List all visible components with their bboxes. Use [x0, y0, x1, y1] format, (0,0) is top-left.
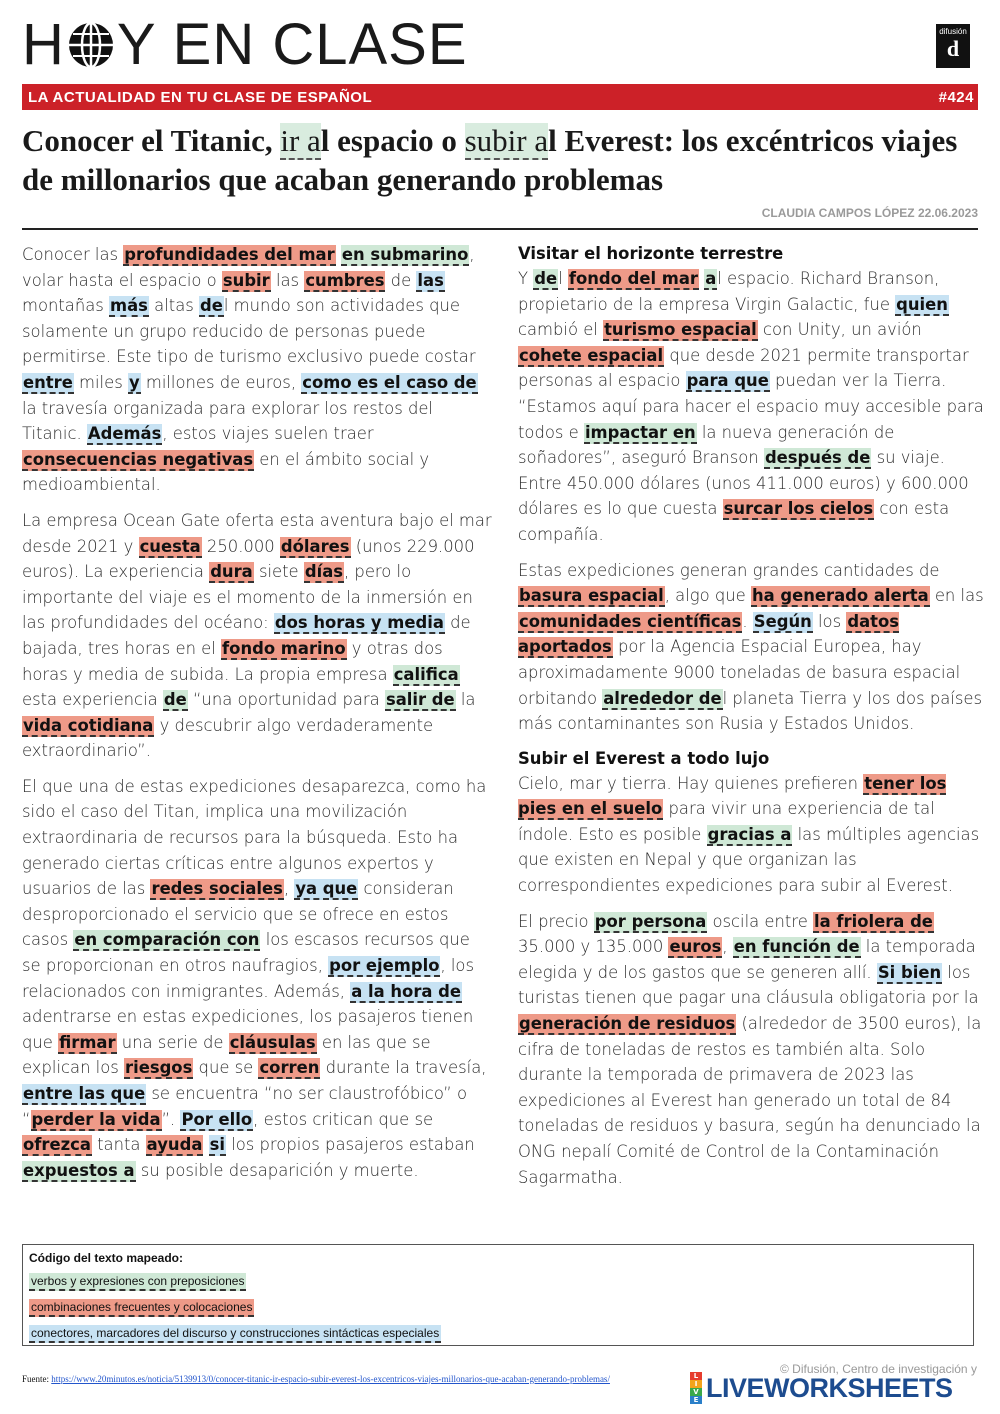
highlighted-phrase: después de	[764, 448, 871, 468]
masthead-h: H	[22, 12, 65, 77]
text-run: se encuentra “no ser claustrofóbico” o “	[22, 1084, 467, 1129]
text-run: con esta compañía.	[518, 499, 950, 544]
text-run: siete	[253, 562, 304, 582]
highlighted-phrase: euros	[669, 937, 722, 957]
highlighted-phrase: profundidades del mar	[124, 245, 335, 264]
text-run: El que una de estas expediciones desaparezca, como ha sido el caso del Titan, implica una movilización extraordinaria de recursos para la búsqueda. Esto ha generado ciertas críticas entre algunos expertos y usuarios de las	[22, 776, 487, 899]
highlighted-phrase: en función de	[733, 937, 860, 957]
text-run: su posible desaparición y muerte.	[135, 1160, 419, 1180]
highlighted-phrase: cohete espacial	[519, 345, 664, 365]
highlighted-phrase: firmar	[59, 1032, 116, 1052]
highlighted-phrase: fondo del mar	[568, 269, 699, 288]
highlighted-phrase: perder la vida	[31, 1109, 161, 1129]
text-run: , pero lo importante del viaje es el momento de la inmersión en las profundidades del océano:	[22, 562, 473, 633]
highlighted-phrase: quien	[896, 294, 948, 314]
highlighted-phrase: entre las que	[23, 1084, 146, 1103]
highlighted-phrase: ya que	[295, 879, 358, 899]
highlighted-phrase: para que	[686, 371, 769, 391]
text-run: consideran desproporcionado el servicio que se ofrece en estos casos	[22, 879, 454, 950]
highlighted-phrase: de	[199, 296, 223, 316]
legend-green: verbos y expresiones con preposiciones	[29, 1273, 246, 1291]
lw-wordmark: LIVEWORKSHEETS	[706, 1372, 953, 1403]
highlighted-phrase: Además	[87, 424, 162, 444]
text-run: l espacio. Richard Branson, propietario de la empresa Virgin Galactic, fue	[518, 269, 940, 314]
highlighted-phrase: consecuencias negativas	[23, 449, 254, 469]
text-run: esta experiencia	[22, 690, 163, 710]
highlighted-phrase: como es el caso de	[302, 372, 477, 392]
paragraph	[518, 266, 988, 548]
highlighted-phrase: tener los pies en el suelo	[518, 773, 947, 819]
text-run: en el ámbito social y medioambiental.	[22, 449, 430, 495]
text-run: para vivir una experiencia de tal índole. Esto es posible	[518, 799, 935, 844]
highlighted-phrase: en submarino	[341, 245, 469, 264]
paragraph	[22, 242, 492, 498]
legend-blue: conectores, marcadores del discurso y construcciones sintácticas especiales	[29, 1325, 441, 1343]
text-run: la travesía organizada para explorar los restos del Titanic.	[22, 398, 433, 444]
paragraph	[518, 558, 988, 737]
highlighted-phrase: ofrezca	[23, 1135, 91, 1155]
legend-red: combinaciones frecuentes y colocaciones	[29, 1299, 254, 1317]
highlighted-phrase: a	[705, 269, 717, 288]
masthead-logo	[22, 14, 468, 76]
difusion-logo	[936, 24, 970, 68]
text-run: 250.000	[201, 536, 280, 556]
text-run: en las	[929, 586, 984, 606]
tagline: LA ACTUALIDAD EN TU CLASE DE ESPAÑOL	[28, 88, 373, 106]
paragraph	[518, 909, 988, 1191]
section-heading: Subir el Everest a todo lujo	[518, 748, 770, 768]
text-run: su viaje. Entre 450.000 dólares (unos 411.000 euros) y 600.000 dólares es lo que cuesta	[518, 448, 969, 519]
text-run: altas	[148, 296, 199, 316]
text-run: y descubrir algo verdaderamente extraordinario”.	[22, 715, 434, 761]
highlighted-phrase: de	[163, 690, 187, 710]
lw-letter-stack	[690, 1372, 702, 1404]
byline: CLAUDIA CAMPOS LÓPEZ 22.06.2023	[761, 206, 978, 220]
text-run: adentrarse en estas expediciones, los pasajeros tienen que	[22, 1007, 474, 1052]
highlighted-phrase: impactar en	[584, 422, 696, 442]
text-run: la nueva generación de soñadores”, aseguró Branson	[518, 422, 895, 468]
highlighted-phrase: dura	[210, 562, 253, 582]
highlighted-phrase: más	[110, 296, 148, 316]
masthead-rest: Y EN CLASE	[116, 12, 468, 77]
highlighted-phrase: dos horas y media	[274, 613, 444, 633]
text-run: oscila entre	[707, 911, 813, 931]
text-run: tanta	[91, 1135, 146, 1155]
text-run: l espacio o	[320, 123, 465, 158]
globe-icon	[67, 21, 115, 69]
highlighted-phrase: en comparación con	[74, 930, 260, 950]
highlighted-phrase: vida cotidiana	[23, 715, 154, 735]
legend-box	[22, 1244, 974, 1346]
section-heading: Visitar el horizonte terrestre	[518, 244, 784, 263]
text-run: 35.000 y 135.000	[518, 937, 669, 957]
right-column	[518, 242, 988, 1200]
text-run: de bajada, tres horas en el	[22, 613, 471, 658]
text-run: la temporada elegida y de los gastos que se generen allí.	[518, 937, 976, 982]
highlighted-phrase: cláusulas	[229, 1032, 316, 1052]
highlighted-phrase: califica	[393, 664, 459, 684]
header-divider	[22, 228, 978, 230]
text-run: que se	[193, 1058, 259, 1078]
lw-letter-v: V	[690, 1388, 702, 1396]
copyright: © Difusión, Centro de investigación y	[780, 1362, 977, 1376]
highlighted-phrase: Si bien	[877, 962, 942, 982]
text-run: la	[455, 690, 476, 710]
text-run: La empresa Ocean Gate oferta esta aventura bajo el mar desde 2021 y	[22, 510, 492, 556]
highlighted-phrase: por ejemplo	[329, 956, 440, 976]
text-run: El precio	[518, 911, 594, 931]
highlighted-phrase: las	[417, 270, 444, 290]
highlighted-phrase: cumbres	[305, 270, 385, 290]
text-run: Conocer el Titanic,	[22, 123, 281, 158]
text-run: , volar hasta el espacio o	[22, 245, 475, 290]
text-run: l	[558, 269, 568, 288]
text-run: los	[812, 611, 847, 631]
highlighted-phrase: ayuda	[146, 1135, 203, 1155]
text-run: (unos 229.000 euros). La experiencia	[22, 536, 475, 582]
highlighted-phrase: subir	[222, 270, 270, 290]
source-line	[22, 1374, 610, 1384]
text-run: l mundo son actividades que solamente un grupo reducido de personas puede permitirse. Este tipo de turismo exclusivo puede costar	[22, 296, 476, 367]
text-run: , algo que	[664, 586, 751, 606]
text-run: (alrededor de 3500 euros), la cifra de toneladas de restos es también alta. Solo durante la temporada de primavera de 2023 las expediciones al Everest han generado un total de 84 toneladas de residuos y basura, según ha denunciado la ONG nepalí Comité de Control de la Contaminación Sagarmatha.	[518, 1014, 982, 1187]
highlighted-phrase: Por ello	[181, 1109, 253, 1129]
left-column	[22, 242, 492, 1193]
text-run: en las que se explican los	[22, 1032, 431, 1078]
article-title	[22, 121, 982, 199]
highlighted-phrase: días	[304, 562, 344, 582]
text-run: ”.	[161, 1109, 181, 1129]
text-run: durante la travesía,	[320, 1058, 487, 1078]
text-run: Estas expediciones generan grandes cantidades de	[518, 560, 940, 580]
highlighted-phrase: riesgos	[125, 1058, 193, 1078]
highlighted-phrase: por persona	[594, 911, 707, 931]
legend-title: Código del texto mapeado:	[29, 1251, 184, 1265]
text-run: cambió el	[518, 320, 604, 340]
text-run: ,	[722, 937, 733, 957]
text-run: las múltiples agencias que existen en Nepal y que organizan las correspondientes expediciones para subir al Everest.	[518, 824, 980, 896]
highlighted-phrase: alrededor de	[603, 688, 722, 708]
highlighted-phrase: de	[534, 269, 558, 288]
source-label: Fuente:	[22, 1374, 52, 1384]
source-link[interactable]: https://www.20minutos.es/noticia/5139913/0/conocer-titanic-ir-espacio-subir-everest-los-excentricos-viajes-millonarios-que-acaban-generando-problemas/	[51, 1374, 610, 1384]
highlighted-phrase: salir de	[385, 690, 455, 710]
text-run: que desde 2021 permite transportar personas al espacio	[518, 345, 969, 391]
issue-number: #424	[938, 88, 974, 106]
paragraph	[22, 774, 492, 1184]
brand-letter: d	[946, 36, 960, 61]
text-run: , estos viajes suelen traer	[162, 424, 374, 444]
highlighted-phrase: a la hora de	[351, 981, 462, 1001]
highlighted-phrase: la friolera de	[814, 911, 933, 931]
highlighted-phrase: gracias a	[707, 824, 792, 844]
text-run: de	[385, 270, 417, 290]
text-run: , estos critican que se	[253, 1109, 434, 1129]
text-run: l Everest: los excéntricos viajes de millonarios que acaban generando problemas	[22, 123, 958, 197]
text-run: Cielo, mar y tierra. Hay quienes prefieren	[518, 773, 864, 793]
text-run: los escasos recursos que se proporcionan en otros naufragios,	[22, 930, 470, 976]
brand-small: difusión	[939, 27, 967, 36]
text-run: ,	[283, 879, 295, 899]
highlighted-phrase: corren	[259, 1058, 320, 1078]
highlighted-phrase: comunidades científicas	[519, 611, 742, 631]
text-run: , los relacionados con inmigrantes. Además,	[22, 956, 474, 1001]
text-run: puedan ver la Tierra. “Estamos aquí para hacer el espacio muy accesible para todos e	[518, 371, 984, 442]
paragraph	[518, 771, 988, 899]
text-run	[203, 1135, 208, 1154]
lw-letter-l: L	[690, 1372, 702, 1380]
highlighted-phrase: fondo marino	[222, 638, 346, 658]
highlighted-phrase: surcar los cielos	[723, 499, 874, 519]
text-run: y otras dos horas y media de subida. La propia empresa	[22, 638, 443, 684]
highlighted-phrase: subir a	[464, 123, 549, 158]
liveworksheets-logo[interactable]	[690, 1372, 953, 1404]
text-run: montañas	[22, 296, 110, 316]
highlighted-phrase: turismo espacial	[604, 320, 757, 340]
lw-letter-e: E	[690, 1396, 702, 1404]
highlighted-phrase: y	[128, 372, 140, 392]
highlighted-phrase: dólares	[280, 536, 350, 556]
tagline-bar	[22, 84, 978, 110]
highlighted-phrase: ha generado alerta	[751, 586, 929, 606]
highlighted-phrase: expuestos a	[23, 1160, 135, 1180]
text-run: Y	[518, 269, 534, 288]
text-run: los turistas tienen que pagar una cláusula obligatoria por la	[518, 962, 979, 1008]
text-run: las	[270, 270, 305, 290]
text-run: los propios pasajeros estaban	[225, 1135, 475, 1155]
highlighted-phrase: si	[209, 1135, 225, 1155]
highlighted-phrase: datos aportados	[518, 611, 899, 657]
highlighted-phrase: redes sociales	[151, 879, 283, 899]
highlighted-phrase: cuesta	[139, 536, 201, 556]
text-run: miles	[73, 372, 128, 392]
text-run: millones de euros,	[140, 372, 302, 392]
text-run: l planeta Tierra y los dos países más contaminantes son Rusia y Estados Unidos.	[518, 688, 982, 734]
lw-letter-i: I	[690, 1380, 702, 1388]
text-run: una serie de	[116, 1032, 229, 1052]
highlighted-phrase: Según	[753, 611, 812, 631]
text-run: con Unity, un avión	[757, 320, 922, 340]
text-run: .	[742, 611, 753, 631]
highlighted-phrase: ir a	[280, 123, 321, 158]
highlighted-phrase: basura espacial	[519, 586, 664, 606]
text-run: “una oportunidad para	[187, 690, 385, 710]
text-run: Conocer las	[22, 245, 124, 264]
paragraph	[22, 508, 492, 764]
highlighted-phrase: generación de residuos	[519, 1014, 736, 1034]
highlighted-phrase: entre	[23, 372, 73, 392]
text-run: por la Agencia Espacial Europea, hay aproximadamente 9000 toneladas de basura espacial orbitando	[518, 637, 961, 708]
